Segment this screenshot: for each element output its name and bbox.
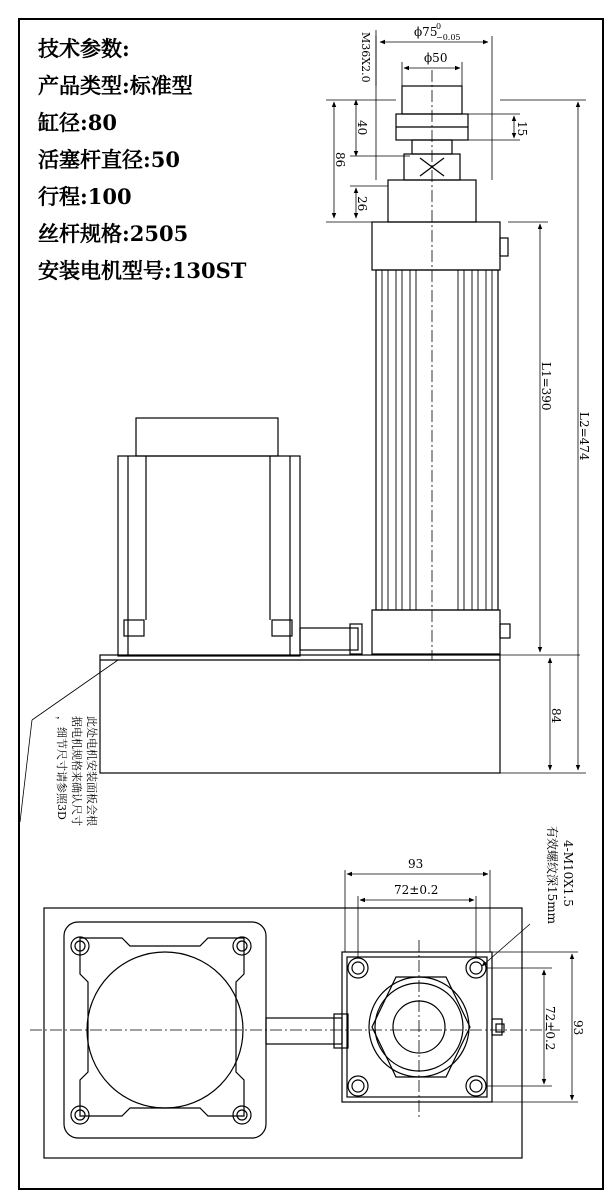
bottom-dimension-labels — [394, 826, 585, 1050]
dim-86: 86 — [333, 152, 347, 168]
dim-15: 15 — [515, 121, 529, 137]
note-line-2: 据电机规格来确认尺寸 — [70, 716, 83, 826]
cylinder-tail — [372, 610, 500, 654]
dim-outer-dia-tol-lower: −0.05 — [436, 33, 461, 42]
dim-L1: L1=390 — [539, 362, 553, 411]
dim-bottom-72-h: 72±0.2 — [394, 883, 439, 897]
mounting-note — [20, 660, 118, 822]
base-plate — [100, 655, 500, 773]
cylinder-head — [372, 222, 500, 270]
note-line-1: 此处电机安装面板会根 — [85, 716, 98, 826]
spec-product-type: 产品类型:标准型 — [38, 73, 193, 98]
motor-body — [118, 456, 300, 656]
spec-stroke: 行程:100 — [38, 184, 132, 209]
spec-motor-model: 安装电机型号:130ST — [38, 258, 247, 283]
dim-26: 26 — [355, 196, 369, 212]
dim-bottom-93-v: 93 — [571, 1020, 585, 1036]
note-line-3: ，细节尺寸请参照3D — [55, 716, 68, 820]
bottom-view — [30, 908, 560, 1158]
dim-thread: M36X2.0 — [359, 32, 372, 83]
motor-rear-cap — [136, 418, 278, 456]
cylinder-tube — [376, 270, 498, 610]
dim-bottom-72-v: 72±0.2 — [543, 1006, 557, 1051]
dim-outer-dia-tol-upper: 0 — [436, 22, 442, 31]
hole-spec-1: 4-M10X1.5 — [561, 840, 575, 907]
side-view — [100, 70, 510, 773]
spec-rod-diameter: 活塞杆直径:50 — [38, 147, 180, 172]
dim-bottom-93-h: 93 — [408, 857, 424, 871]
spec-screw: 丝杆规格:2505 — [38, 221, 189, 246]
dim-outer-dia: ϕ75 — [414, 25, 438, 39]
bottom-dimensions — [345, 870, 578, 1102]
dim-40: 40 — [355, 120, 369, 136]
dim-L2: L2=474 — [577, 412, 591, 461]
specs-title: 技术参数: — [38, 36, 130, 61]
bottom-plate — [44, 908, 522, 1158]
spec-bore: 缸径:80 — [38, 110, 117, 135]
hole-spec-2: 有效螺纹深15mm — [545, 826, 559, 925]
dim-84: 84 — [549, 708, 563, 724]
dim-rod-dia: ϕ50 — [424, 51, 448, 65]
